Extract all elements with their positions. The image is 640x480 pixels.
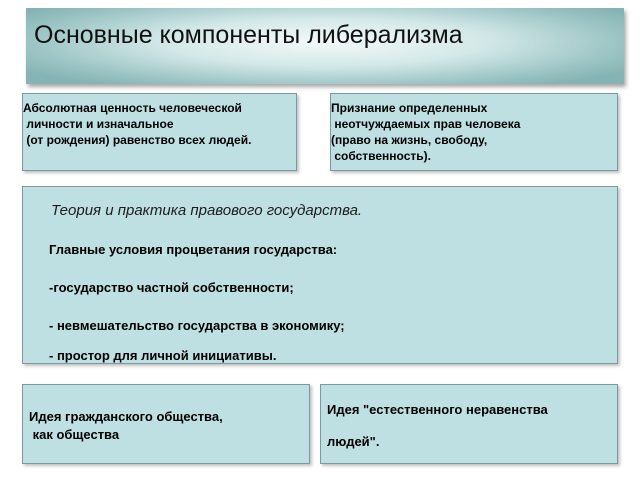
condition-item-non-interference: - невмешательство государства в экономику; xyxy=(49,318,345,333)
prosperity-conditions-heading: Главные условия процветания государства: xyxy=(49,242,338,257)
box-rule-of-law xyxy=(22,186,618,364)
rule-of-law-heading: Теория и практика правового государства. xyxy=(51,202,363,219)
box-civil-society xyxy=(22,384,310,464)
box-inalienable-rights xyxy=(330,93,618,171)
box-absolute-value xyxy=(22,93,297,171)
box-absolute-value-text: Абсолютная ценность человеческой личности и изначальное (от рождения) равенство всех людей. xyxy=(23,101,252,147)
natural-inequality-line-1: Идея "естественного неравенства xyxy=(327,402,548,417)
condition-item-private-property: -государство частной собственности; xyxy=(49,280,294,295)
box-natural-inequality xyxy=(320,384,618,464)
title-banner xyxy=(26,8,624,84)
box-inalienable-rights-text: Признание определенных неотчуждаемых прав человека (право на жизнь, свободу, собственность). xyxy=(331,101,521,163)
box-civil-society-text: Идея гражданского общества, как общества xyxy=(29,409,223,442)
natural-inequality-line-2: людей". xyxy=(327,434,380,449)
page-title: Основные компоненты либерализма xyxy=(34,21,463,49)
condition-item-personal-initiative: - простор для личной инициативы. xyxy=(49,348,277,363)
